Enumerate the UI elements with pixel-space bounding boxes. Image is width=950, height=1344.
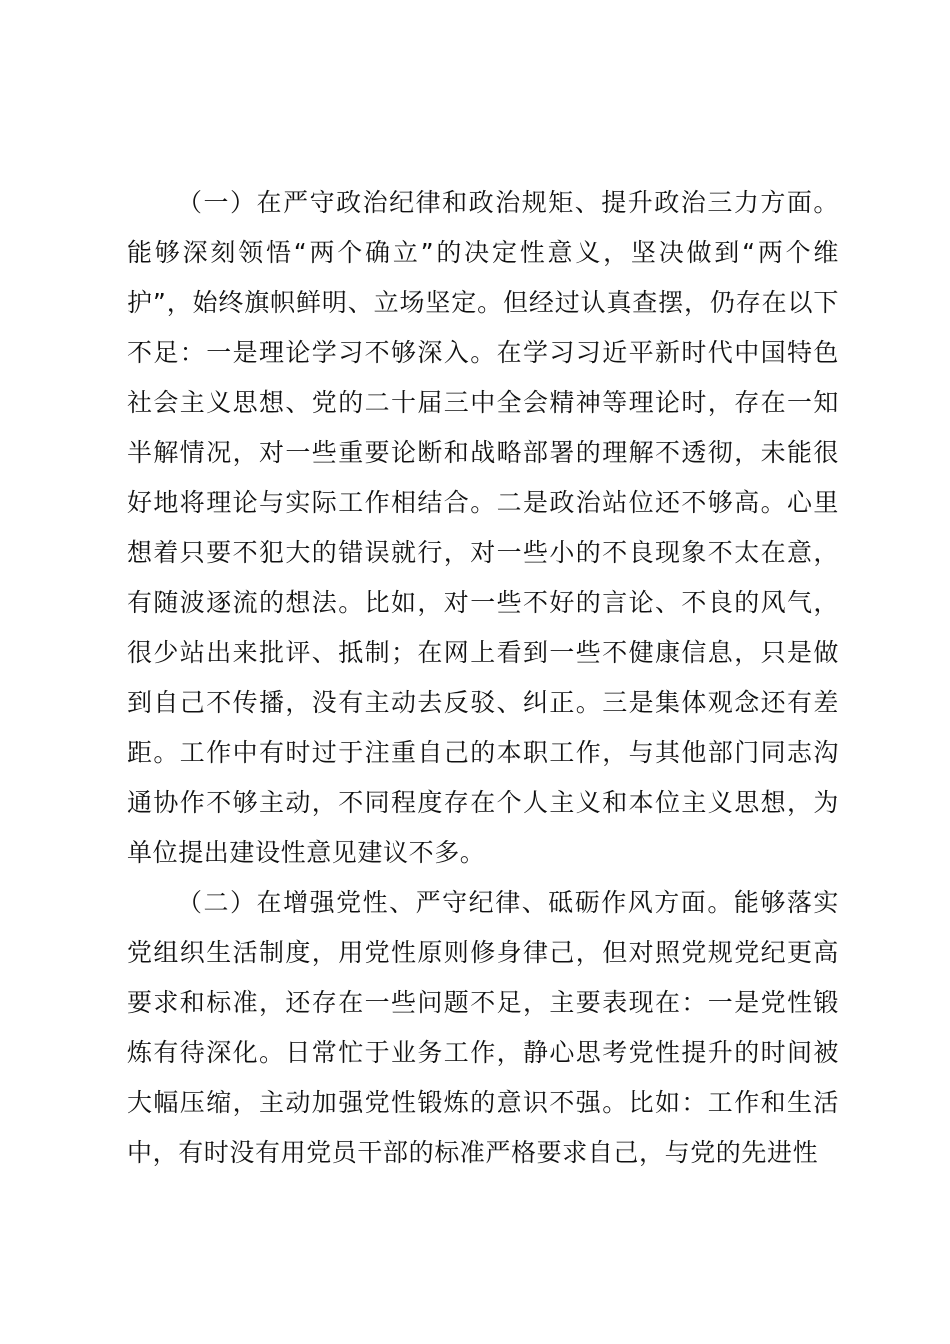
document-body: [127, 178, 839, 1178]
paragraph-1: （一）在严守政治纪律和政治规矩、提升政治三力方面。能够深刻领悟“两个确立”的决定性意义，坚决做到“两个维护”，始终旗帜鲜明、立场坚定。但经过认真查摆，仍存在以下不足：一是理论学习不够深入。在学习习近平新时代中国特色社会主义思想、党的二十届三中全会精神等理论时，存在一知半解情况，对一些重要论断和战略部署的理解不透彻，未能很好地将理论与实际工作相结合。二是政治站位还不够高。心里想着只要不犯大的错误就行，对一些小的不良现象不太在意，有随波逐流的想法。比如，对一些不好的言论、不良的风气，很少站出来批评、抵制；在网上看到一些不健康信息，只是做到自己不传播，没有主动去反驳、纠正。三是集体观念还有差距。工作中有时过于注重自己的本职工作，与其他部门同志沟通协作不够主动，不同程度存在个人主义和本位主义思想，为单位提出建设性意见建议不多。: [127, 188, 839, 867]
paragraph-2: （二）在增强党性、严守纪律、砥砺作风方面。能够落实党组织生活制度，用党性原则修身律己，但对照党规党纪更高要求和标准，还存在一些问题不足，主要表现在：一是党性锻炼有待深化。日常忙于业务工作，静心思考党性提升的时间被大幅压缩，主动加强党性锻炼的意识不强。比如：工作和生活中，有时没有用党员干部的标准严格要求自己，与党的先进性: [127, 888, 839, 1167]
